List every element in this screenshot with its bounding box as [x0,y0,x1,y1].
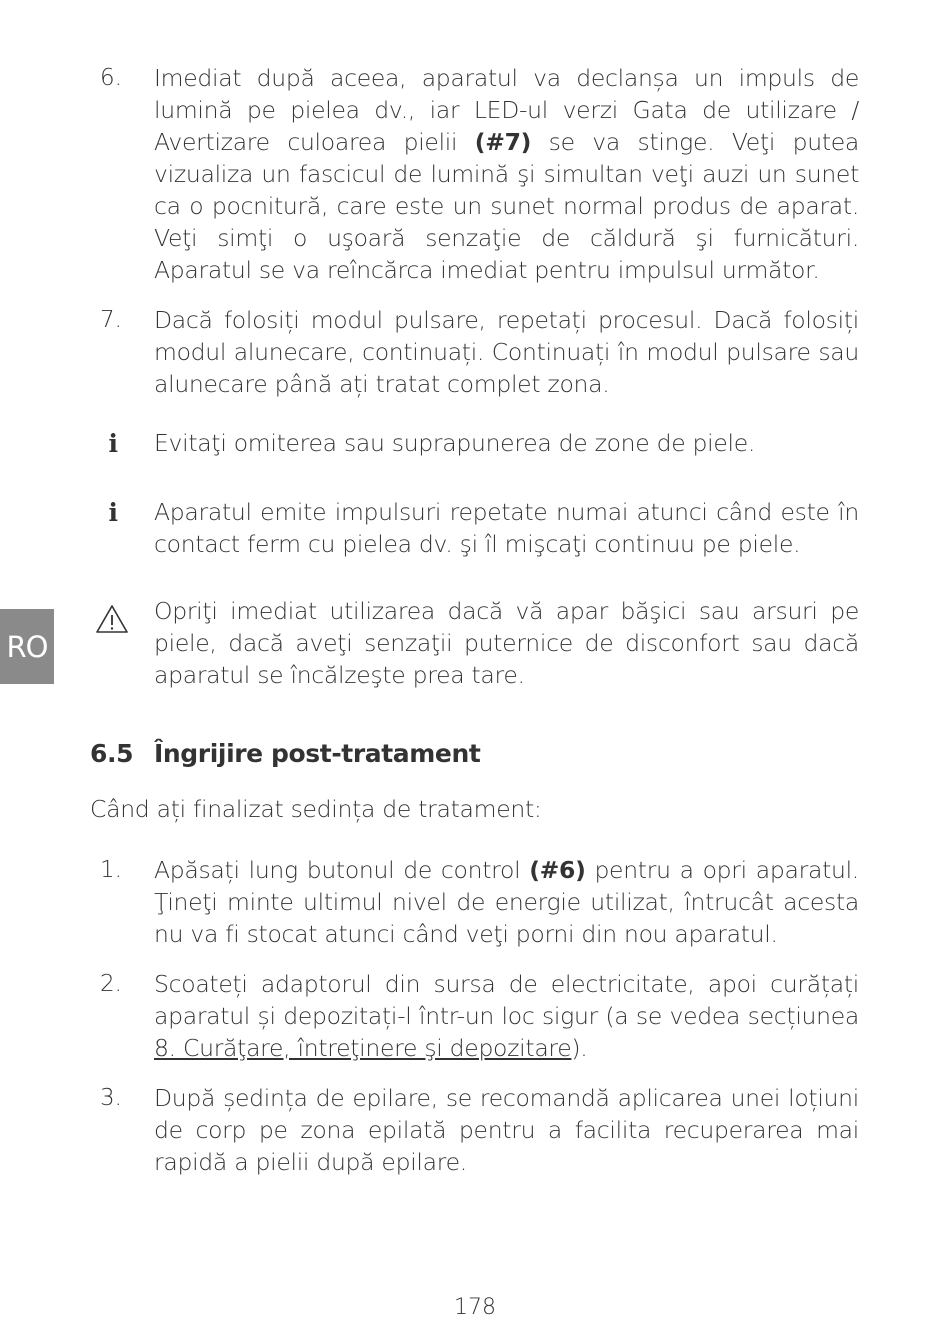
section-intro: Când ați finalizat sedința de tratament: [90,795,542,823]
section-link[interactable]: 8. Curăţare, întreţinere şi depozitare [154,1034,572,1062]
step-text: După ședința de epilare, se recomandă aplicarea unei loțiuni de corp pe zona epilată pentru a facilita recuperarea mai rapidă a pielii după epilare. [154,1084,859,1176]
step-number: 6. [100,65,122,91]
info-note [0,496,950,560]
page-number: 178 [454,1295,496,1320]
section-number: 6.5 [90,739,134,768]
component-reference: (#6) [529,856,586,884]
step-number: 1. [100,857,122,883]
step-7 [0,304,950,400]
note-text: Evitaţi omiterea sau suprapunerea de zone de piele. [154,429,756,457]
info-note [0,427,950,459]
step-2 [0,968,950,1064]
step-number: 7. [100,307,122,333]
step-text: Apăsați lung butonul de control (#6) pentru a opri aparatul. Ţineţi minte ultimul nivel de energie utilizat, întrucât acesta nu va fi stocat atunci când veţi porni din nou aparatul. [154,856,859,948]
warning-icon [95,604,129,634]
info-icon: i [108,429,118,458]
step-text: Scoateți adaptorul din sursa de electricitate, apoi curățați aparatul și depozitați-l într-un loc sigur (a se vedea secțiunea 8. Curăţare, întreţinere şi depozitare). [154,970,859,1062]
step-number: 2. [100,971,122,997]
step-1 [0,854,950,950]
step-text: Dacă folosiți modul pulsare, repetați procesul. Dacă folosiți modul alunecare, continuați. Continuați în modul pulsare sau alunecare până ați tratat complet zona. [154,306,859,398]
section-heading [90,737,950,771]
component-reference: (#7) [474,128,532,156]
page-content [0,62,950,1178]
step-3 [0,1082,950,1178]
step-6 [0,62,950,286]
info-icon: i [108,498,118,527]
language-tab: RO [0,609,54,684]
note-text: Aparatul emite impulsuri repetate numai atunci când este în contact ferm cu pielea dv. şi îl mişcaţi continuu pe piele. [154,498,859,558]
step-text: Imediat după aceea, aparatul va declanșa un impuls de lumină pe pielea dv., iar LED-ul verzi Gata de utilizare / Avertizare culoarea pielii (#7) se va stinge. Veţi putea vizualiza un fascicul de lumină şi simultan veţi auzi un sunet ca o pocnitură, care este un sunet normal produs de aparat. Veţi simţi o uşoară senzaţie de căldură şi furnicături. Aparatul se va reîncărca imediat pentru impulsul următor. [154,64,859,284]
warning-note [0,595,950,691]
section-title: Îngrijire post-tratament [154,739,481,768]
step-number: 3. [100,1085,122,1111]
note-text: Opriţi imediat utilizarea dacă vă apar băşici sau arsuri pe piele, dacă aveţi senzaţii puternice de disconfort sau dacă aparatul se încălzeşte prea tare. [154,597,859,689]
